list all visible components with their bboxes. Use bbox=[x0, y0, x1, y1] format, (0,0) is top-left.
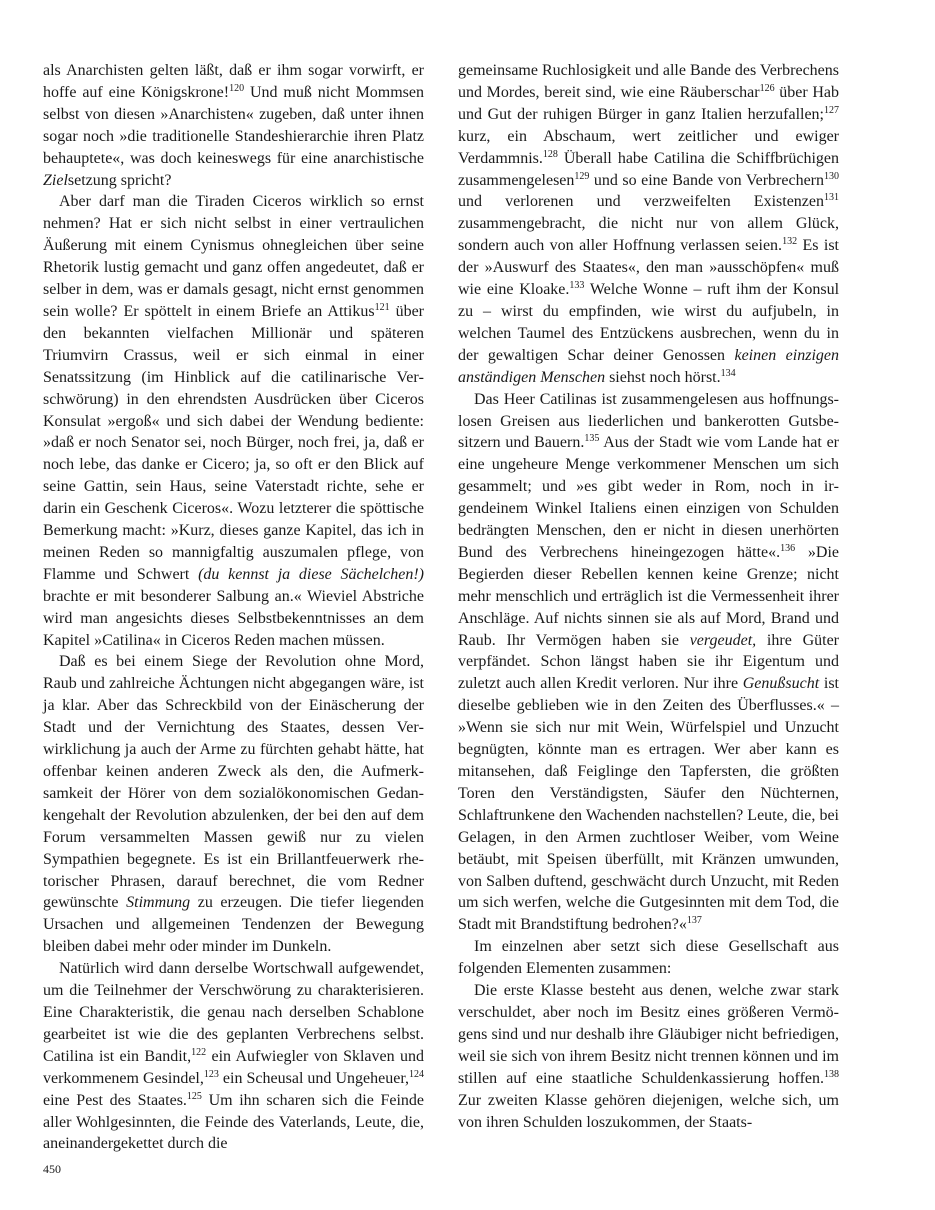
paragraph bbox=[43, 958, 424, 1155]
text-run: und verlorenen und verzweifelten Existenzen bbox=[458, 193, 824, 211]
text-run: Aber darf man die Tiraden Ciceros wirklich so ernst nehmen? Hat er sich nicht selbst in einer vertraulichen Äußerung mit einem Cynismus ohnegleichen über seine Rhetorik lustig gemacht und ganz offen angedeutet, daß er selber in dem, was er damals gesagt, nicht ernst genommen sein wolle? Er spöttelt in einem Briefe an Attikus bbox=[43, 193, 424, 320]
footnote-ref: 125 bbox=[186, 1090, 202, 1102]
text-run: ein Aufwiegler von Sklaven und verkommenem Gesindel, bbox=[43, 1047, 424, 1087]
text-run: Und muß nicht Mommsen selbst von diesen »Anarchisten« zugeben, daß unter ihnen sogar noch »die traditionelle Standeshierarchie ihren Platz behauptete«, was doch keineswegs für eine anarchistische bbox=[43, 83, 425, 167]
text-run: Es ist der »Auswurf des Staates«, den man »ausschöpfen« muß wie eine Kloake. bbox=[458, 237, 839, 299]
footnote-ref: 137 bbox=[686, 915, 702, 927]
paragraph bbox=[43, 191, 424, 651]
emphasis: Genußsucht bbox=[742, 675, 820, 693]
paragraph bbox=[458, 980, 839, 1133]
text-run: »Die Begierden dieser Rebellen kennen keine Grenze; nicht mehr menschlich und erträglich ist die Vermessenheit ihrer Anschläge. Auf nichts sinnen sie als auf Mord, Brand und Raub. Ihr Vermögen haben sie bbox=[458, 543, 840, 649]
emphasis: Stimmung bbox=[126, 894, 191, 912]
emphasis: vergeudet, bbox=[689, 631, 757, 649]
text-run: Überall habe Catilina die Schiffbrüchigen zusammengelesen bbox=[458, 149, 839, 189]
footnote-ref: 120 bbox=[229, 82, 245, 94]
text-run: als Anarchisten gelten läßt, daß er ihm sogar vorwirft, er hoffe auf eine Königskrone! bbox=[43, 62, 424, 101]
footnote-ref: 132 bbox=[782, 236, 798, 248]
paragraph bbox=[458, 936, 839, 980]
text-run: über den bekannten vielfachen Millionär und späteren Triumvirn Crassus, weil er sich einmal in einer Senatssitzung (im Hinblick auf die catilinarische Verschwörung) in den ehrendsten Ausdrücken über Ciceros Konsulat »ergoß« und sich dabei der Wendung bediente: »daß er noch Senator sei, noch Bürger, noch frei, ja, daß er noch lebe, das danke er Cicero; ja, so oft er den Blick auf seine Gattin, sein Haus, seine Vaterstadt richte, sehe er darin ein Geschenk Ciceros«. Wozu letzterer die spöttische Bemerkung macht: »Kurz, dieses ganze Kapitel, das ich in meinen Reden so mannigfaltig auszumalen pflege, von Flamme und Schwert bbox=[43, 302, 425, 583]
text-run: Welche Wonne – ruft ihm der Konsul zu – wirst du empfinden, wie wirst du aufjubeln, in welchen Taumel des Entzückens ausbrechen, wenn du in der gewaltigen Schar deiner Genossen bbox=[458, 281, 840, 364]
left-column bbox=[43, 60, 424, 1155]
text-run: zusammengebracht, die nicht nur von allem Glück, sondern auch von aller Hoffnung verlassen seien. bbox=[458, 215, 839, 255]
text-run: Zur zweiten Klasse gehören diejenigen, welche sich, um von ihren Schulden loszukommen, der Staats- bbox=[458, 1091, 839, 1131]
text-run: Die erste Klasse besteht aus denen, welche zwar stark verschuldet, aber noch im Besitz eines größeren Vermögens sind und nur deshalb ihre Gläubiger nicht befriedigen, weil sie sich von ihrem Besitz nicht trennen können und im stillen auf eine staatliche Schuldenkassierung hoffen. bbox=[458, 982, 839, 1087]
text-run: und so eine Bande von Verbrechern bbox=[589, 171, 824, 189]
text-run: Natürlich wird dann derselbe Wortschwall aufgewendet, um die Teilnehmer der Verschwörung zu charakterisieren. Eine Charakteristik, die genau nach derselben Schablone gearbeitet ist wie die des geplanten Verbrechens selbst. Catilina ist ein Bandit, bbox=[43, 960, 424, 1065]
footnote-ref: 135 bbox=[584, 433, 600, 445]
footnote-ref: 127 bbox=[824, 104, 839, 116]
footnote-ref: 134 bbox=[720, 367, 736, 379]
text-run: eine Pest des Staates. bbox=[43, 1091, 187, 1109]
footnote-ref: 130 bbox=[824, 170, 839, 182]
text-run: brachte er mit besonderer Salbung an.« Wieviel Abstriche wird man angesichts dieses Selbstbekenntnisses an dem Kapitel »Catilina« in Ciceros Reden machen müssen. bbox=[43, 587, 424, 649]
footnote-ref: 121 bbox=[374, 301, 390, 313]
footnote-ref: 126 bbox=[759, 82, 775, 94]
text-run: Aus der Stadt wie vom Lande hat er eine ungeheure Menge verkommener Menschen um sich gesammelt; und »es gibt weder in Rom, noch in irgendeinem Winkel Italiens einen einzigen von Schulden bedrängten Menschen, den er nicht in diesen unerhörten Bund des Verbrechens hineingezogen hätte«. bbox=[458, 434, 839, 561]
footnote-ref: 138 bbox=[824, 1068, 839, 1080]
emphasis: (du kennst ja diese Sächelchen!) bbox=[198, 565, 425, 583]
text-run: ihre Güter verpfändet. Schon längst haben sie ihr Eigentum und zuletzt auch allen Kredit verloren. Nur ihre bbox=[458, 631, 839, 693]
text-run: Um ihn scharen sich die Feinde aller Wohlgesinnten, die Feinde des Vaterlands, Leute, die, aneinandergekettet durch die bbox=[43, 1091, 425, 1153]
footnote-ref: 128 bbox=[542, 148, 558, 160]
footnote-ref: 136 bbox=[780, 542, 796, 554]
footnote-ref: 131 bbox=[824, 192, 839, 204]
text-run: kurz, ein Abschaum, wert zeitlicher und ewiger Verdammnis. bbox=[458, 127, 839, 167]
emphasis: keinen einzigen anständigen Menschen bbox=[458, 346, 839, 386]
text-run: Daß es bei einem Siege der Revolution ohne Mord, Raub und zahlreiche Ächtungen nicht abgegangen wäre, ist ja klar. Aber das Schreckbild von der Einäscherung der Stadt und der Vernichtung des Staates, dessen Verwirklichung ja auch der Arme zu fürchten gehabt hätte, hat offenbar keinen anderen Zweck als den, die Aufmerksamkeit der Hörer von dem sozialökonomischen Gedankengehalt der Revolution abzulenken, der bei den auf dem Forum versammelten Massen gewiß nur zu vielen Sympathien begegnete. Es ist ein Brillantfeuerwerk rhetorischer Phrasen, darauf berechnet, die vom Redner gewünschte bbox=[43, 653, 424, 912]
paragraph bbox=[43, 651, 424, 958]
page-number: 450 bbox=[43, 1162, 61, 1176]
footnote-ref: 129 bbox=[574, 170, 590, 182]
emphasis: Ziel bbox=[43, 171, 68, 189]
paragraph bbox=[43, 60, 424, 191]
text-run: Das Heer Catilinas ist zusammengelesen aus hoffnungslosen Greisen aus liederlichen und bankerotten Gutsbesitzern und Bauern. bbox=[458, 390, 839, 452]
right-column bbox=[458, 60, 839, 1133]
footnote-ref: 133 bbox=[569, 280, 585, 292]
paragraph bbox=[458, 389, 839, 937]
paragraph bbox=[458, 60, 839, 389]
footnote-ref: 122 bbox=[191, 1046, 207, 1058]
text-run: ist dieselbe geblieben wie in den Zeiten des Überflusses.« – »Wenn sie sich nur mit Wein, Würfelspiel und Unzucht begnügten, könnte man es ertragen. Wer aber kann es mitansehen, daß Feiglinge den Tapfersten, die größten Toren den Verständigsten, Säufer den Nüchternen, Schlaftrunkene den Wachenden nachstellen? Leute, die, bei Gelagen, in den Armen zuchtloser Weiber, vom Weine betäubt, mit Speisen überfüllt, mit Kränzen umwunden, von Salben duftend, geschwächt durch Unzucht, mit Reden um sich werfen, welche die Gutgesinnten mit dem Tod, die Stadt mit Brandstiftung bedrohen?« bbox=[458, 675, 839, 934]
text-run: setzung spricht? bbox=[67, 171, 172, 189]
text-run: ein Scheusal und Ungeheuer, bbox=[218, 1069, 410, 1087]
text-run: über Hab und Gut der ruhigen Bürger in ganz Italien herzufallen; bbox=[458, 83, 839, 123]
text-run: gemeinsame Ruchlosigkeit und alle Bande des Verbrechens und Mordes, bereit sind, wie eine Räuberschar bbox=[458, 62, 839, 101]
text-run: Im einzelnen aber setzt sich diese Gesellschaft aus folgenden Elementen zusammen: bbox=[458, 938, 839, 978]
footnote-ref: 124 bbox=[409, 1068, 425, 1080]
footnote-ref: 123 bbox=[203, 1068, 219, 1080]
text-run: zu erzeugen. Die tiefer liegenden Ursachen und allgemeinen Tendenzen der Bewegung bleiben dabei mehr oder minder im Dunkeln. bbox=[43, 894, 425, 956]
text-run: siehst noch hörst. bbox=[605, 368, 721, 386]
